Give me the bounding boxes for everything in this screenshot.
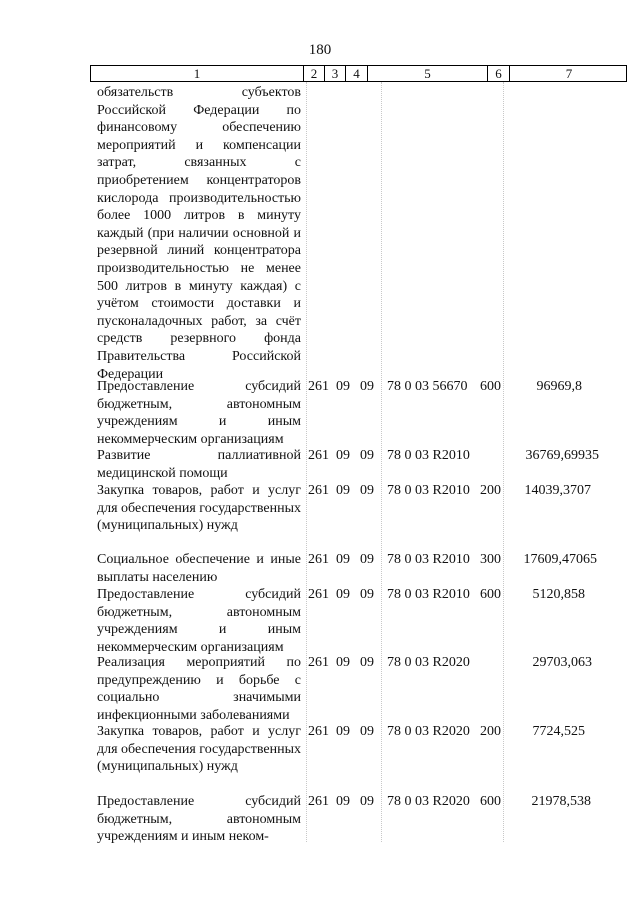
row-name: Закупка товаров, работ и услуг для обеспечения государственных (муниципальных) нужд bbox=[97, 483, 301, 534]
row-col-3: 09 bbox=[336, 379, 350, 394]
header-col-6: 6 bbox=[487, 66, 509, 81]
row-name: обязательств субъектов Российской Федерации по финансовому обеспечению мероприятий и компенсации затрат, связанных с приобретением концентраторов кислорода производительностью более 1000 литров в минуту каждый (при наличии основной и резервной линий концентратора производительностью не менее 500 литров в минуту каждая) с учётом стоимости доставки и пусконаладочных работ, за счёт средств резервного фонда Правительства Российской Федерации bbox=[97, 85, 301, 382]
row-col-6: 600 bbox=[480, 379, 501, 394]
column-divider bbox=[306, 82, 307, 842]
table-header-row bbox=[90, 65, 627, 82]
row-col-5: 78 0 03 R2010 bbox=[387, 483, 470, 498]
row-col-4: 09 bbox=[360, 724, 374, 739]
header-col-1: 1 bbox=[193, 66, 201, 81]
header-col-2: 2 bbox=[303, 66, 324, 81]
row-name: Предоставление субсидий бюджетным, автономным учреждениям и иным некоммерческим организациям bbox=[97, 587, 301, 655]
row-name: Развитие паллиативной медицинской помощи bbox=[97, 448, 301, 481]
row-col-4: 09 bbox=[360, 794, 374, 809]
row-col-7: 29703,063 bbox=[532, 655, 592, 670]
row-col-7: 7724,525 bbox=[532, 724, 585, 739]
row-col-3: 09 bbox=[336, 724, 350, 739]
row-col-5: 78 0 03 R2010 bbox=[387, 552, 470, 567]
row-col-6: 300 bbox=[480, 552, 501, 567]
row-col-3: 09 bbox=[336, 483, 350, 498]
row-col-3: 09 bbox=[336, 794, 350, 809]
header-col-7: 7 bbox=[509, 66, 628, 81]
row-col-2: 261 bbox=[308, 448, 329, 463]
row-col-3: 09 bbox=[336, 448, 350, 463]
row-col-4: 09 bbox=[360, 587, 374, 602]
row-col-3: 09 bbox=[336, 587, 350, 602]
header-col-4: 4 bbox=[345, 66, 367, 81]
row-col-6: 600 bbox=[480, 587, 501, 602]
row-col-6: 200 bbox=[480, 724, 501, 739]
row-col-4: 09 bbox=[360, 483, 374, 498]
row-col-7: 5120,858 bbox=[532, 587, 585, 602]
row-col-7: 21978,538 bbox=[531, 794, 591, 809]
row-col-5: 78 0 03 R2020 bbox=[387, 794, 470, 809]
row-col-4: 09 bbox=[360, 655, 374, 670]
header-col-5: 5 bbox=[367, 66, 487, 81]
row-col-5: 78 0 03 56670 bbox=[387, 379, 468, 394]
row-col-5: 78 0 03 R2020 bbox=[387, 655, 470, 670]
row-col-4: 09 bbox=[360, 552, 374, 567]
header-col-3: 3 bbox=[324, 66, 345, 81]
row-col-7: 17609,47065 bbox=[523, 552, 597, 567]
row-col-2: 261 bbox=[308, 587, 329, 602]
row-col-2: 261 bbox=[308, 483, 329, 498]
row-col-4: 09 bbox=[360, 448, 374, 463]
row-col-2: 261 bbox=[308, 552, 329, 567]
row-col-3: 09 bbox=[336, 655, 350, 670]
row-col-7: 96969,8 bbox=[536, 379, 582, 394]
row-col-4: 09 bbox=[360, 379, 374, 394]
row-name: Предоставление субсидий бюджетным, автономным учреждениям и иным неком- bbox=[97, 794, 301, 845]
row-col-2: 261 bbox=[308, 724, 329, 739]
row-col-5: 78 0 03 R2010 bbox=[387, 448, 470, 463]
row-name: Предоставление субсидий бюджетным, автономным учреждениям и иным некоммерческим организациям bbox=[97, 379, 301, 447]
row-col-2: 261 bbox=[308, 655, 329, 670]
row-col-7: 36769,69935 bbox=[525, 448, 599, 463]
row-col-3: 09 bbox=[336, 552, 350, 567]
row-col-7: 14039,3707 bbox=[524, 483, 591, 498]
row-col-2: 261 bbox=[308, 794, 329, 809]
page-number: 180 bbox=[308, 42, 332, 58]
row-name: Закупка товаров, работ и услуг для обеспечения государственных (муниципальных) нужд bbox=[97, 724, 301, 775]
row-name: Реализация мероприятий по предупреждению и борьбе с социально значимыми инфекционными заболеваниями bbox=[97, 655, 301, 723]
row-col-5: 78 0 03 R2010 bbox=[387, 587, 470, 602]
row-col-2: 261 bbox=[308, 379, 329, 394]
row-col-6: 600 bbox=[480, 794, 501, 809]
row-col-6: 200 bbox=[480, 483, 501, 498]
column-divider bbox=[381, 82, 382, 842]
row-col-5: 78 0 03 R2020 bbox=[387, 724, 470, 739]
row-name: Социальное обеспечение и иные выплаты населению bbox=[97, 552, 301, 585]
